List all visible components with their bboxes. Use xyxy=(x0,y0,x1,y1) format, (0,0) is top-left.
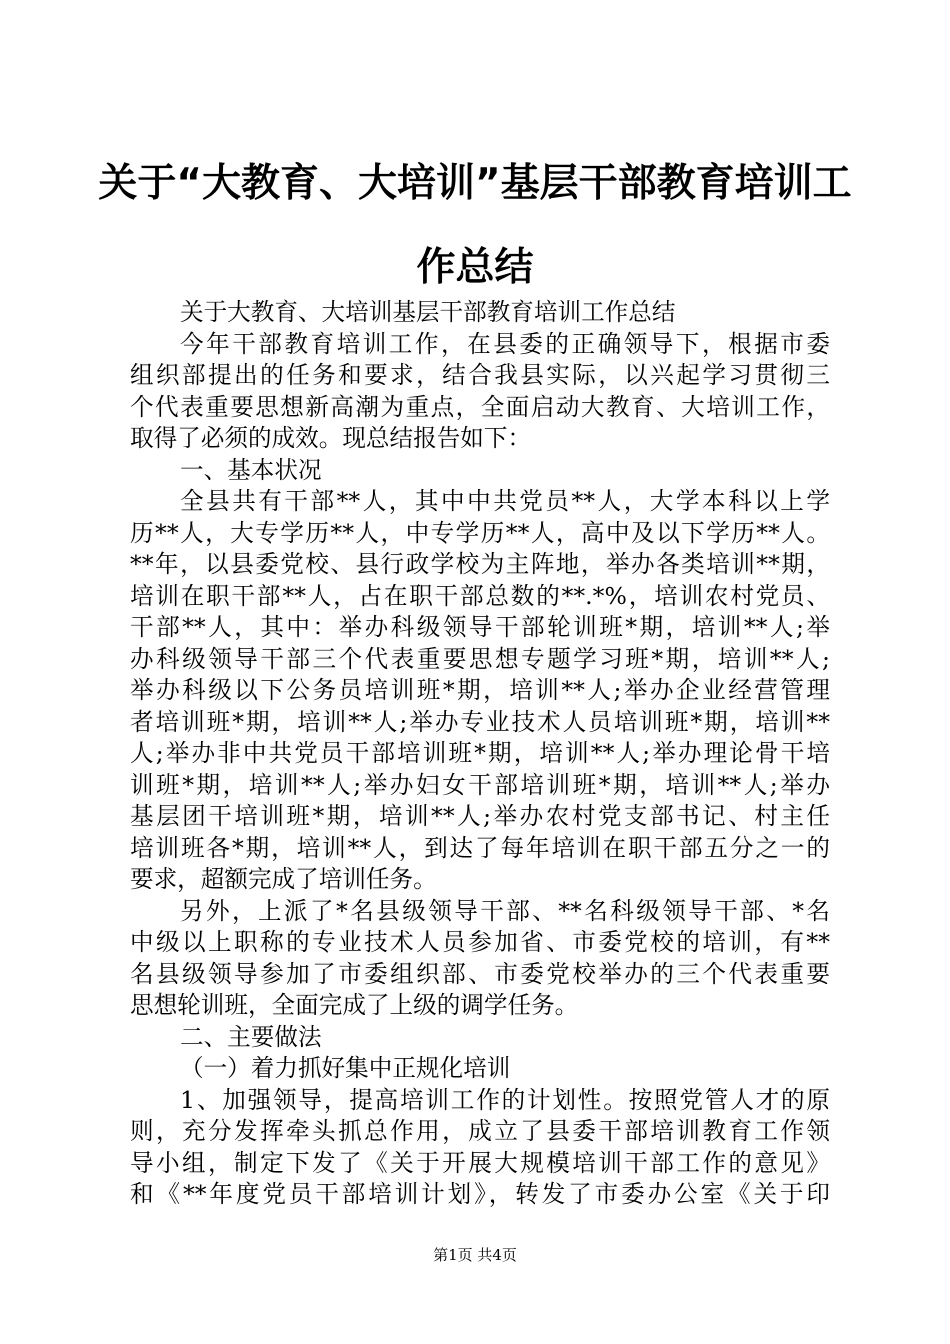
body-text-line: 导小组，制定下发了《关于开展大规模培训干部工作的意见》 xyxy=(130,1148,830,1177)
document-body xyxy=(130,297,830,1211)
body-text-line: （一）着力抓好集中正规化培训 xyxy=(180,1054,511,1082)
body-text-line: 中级以上职称的专业技术人员参加省、市委党校的培训，有** xyxy=(130,928,830,956)
body-text-line: 一、基本状况 xyxy=(180,455,322,484)
body-text-line: 组织部提出的任务和要求，结合我县实际，以兴起学习贯彻三 xyxy=(130,361,830,389)
body-text-line: 全县共有干部**人，其中中共党员**人，大学本科以上学 xyxy=(180,487,830,515)
body-text-line: 干部**人，其中：举办科级领导干部轮训班*期，培训**人;举 xyxy=(130,613,830,641)
body-text-line: 训班*期，培训**人;举办妇女干部培训班*期，培训**人;举办 xyxy=(130,770,830,799)
body-text-line: 办科级领导干部三个代表重要思想专题学习班*期，培训**人; xyxy=(130,644,830,673)
body-text-line: 另外，上派了*名县级领导干部、**名科级领导干部、*名 xyxy=(180,896,830,925)
body-text-line: 培训在职干部**人，占在职干部总数的**.*%，培训农村党员、 xyxy=(130,581,830,610)
body-text-line: 举办科级以下公务员培训班*期，培训**人;举办企业经营管理 xyxy=(130,676,830,704)
body-text-line: 人;举办非中共党员干部培训班*期，培训**人;举办理论骨干培 xyxy=(130,739,830,767)
body-text-line: 今年干部教育培训工作，在县委的正确领导下，根据市委 xyxy=(180,329,830,358)
body-text-line: 和《**年度党员干部培训计划》，转发了市委办公室《关于印 xyxy=(130,1180,830,1208)
body-text-line: 二、主要做法 xyxy=(180,1022,322,1051)
body-text-line: 基层团干培训班*期，培训**人;举办农村党支部书记、村主任 xyxy=(130,802,830,830)
body-text-line: 取得了必须的成效。现总结报告如下： xyxy=(130,424,532,452)
page-number-footer: 第1页 共4页 xyxy=(433,1246,517,1264)
body-text-line: 关于大教育、大培训基层干部教育培训工作总结 xyxy=(180,298,676,326)
body-text-line: 1、加强领导，提高培训工作的计划性。按照党管人才的原 xyxy=(180,1085,830,1114)
body-text-line: 思想轮训班，全面完成了上级的调学任务。 xyxy=(130,991,579,1019)
body-text-line: 个代表重要思想新高潮为重点，全面启动大教育、大培训工作， xyxy=(130,392,830,421)
document-title-line-2: 作总结 xyxy=(416,245,534,290)
body-text-line: 要求，超额完成了培训任务。 xyxy=(130,865,437,893)
document-title-line-1: 关于“大教育、大培训”基层干部教育培训工 xyxy=(98,161,852,206)
body-text-line: **年，以县委党校、县行政学校为主阵地，举办各类培训**期， xyxy=(130,550,830,578)
body-text-line: 培训班各*期，培训**人，到达了每年培训在职干部五分之一的 xyxy=(130,833,830,862)
body-text-line: 名县级领导参加了市委组织部、市委党校举办的三个代表重要 xyxy=(130,959,830,988)
body-text-line: 者培训班*期，培训**人;举办专业技术人员培训班*期，培训** xyxy=(130,707,830,736)
body-text-line: 历**人，大专学历**人，中专学历**人，高中及以下学历**人。 xyxy=(130,518,830,547)
body-text-line: 则，充分发挥牵头抓总作用，成立了县委干部培训教育工作领 xyxy=(130,1117,830,1145)
